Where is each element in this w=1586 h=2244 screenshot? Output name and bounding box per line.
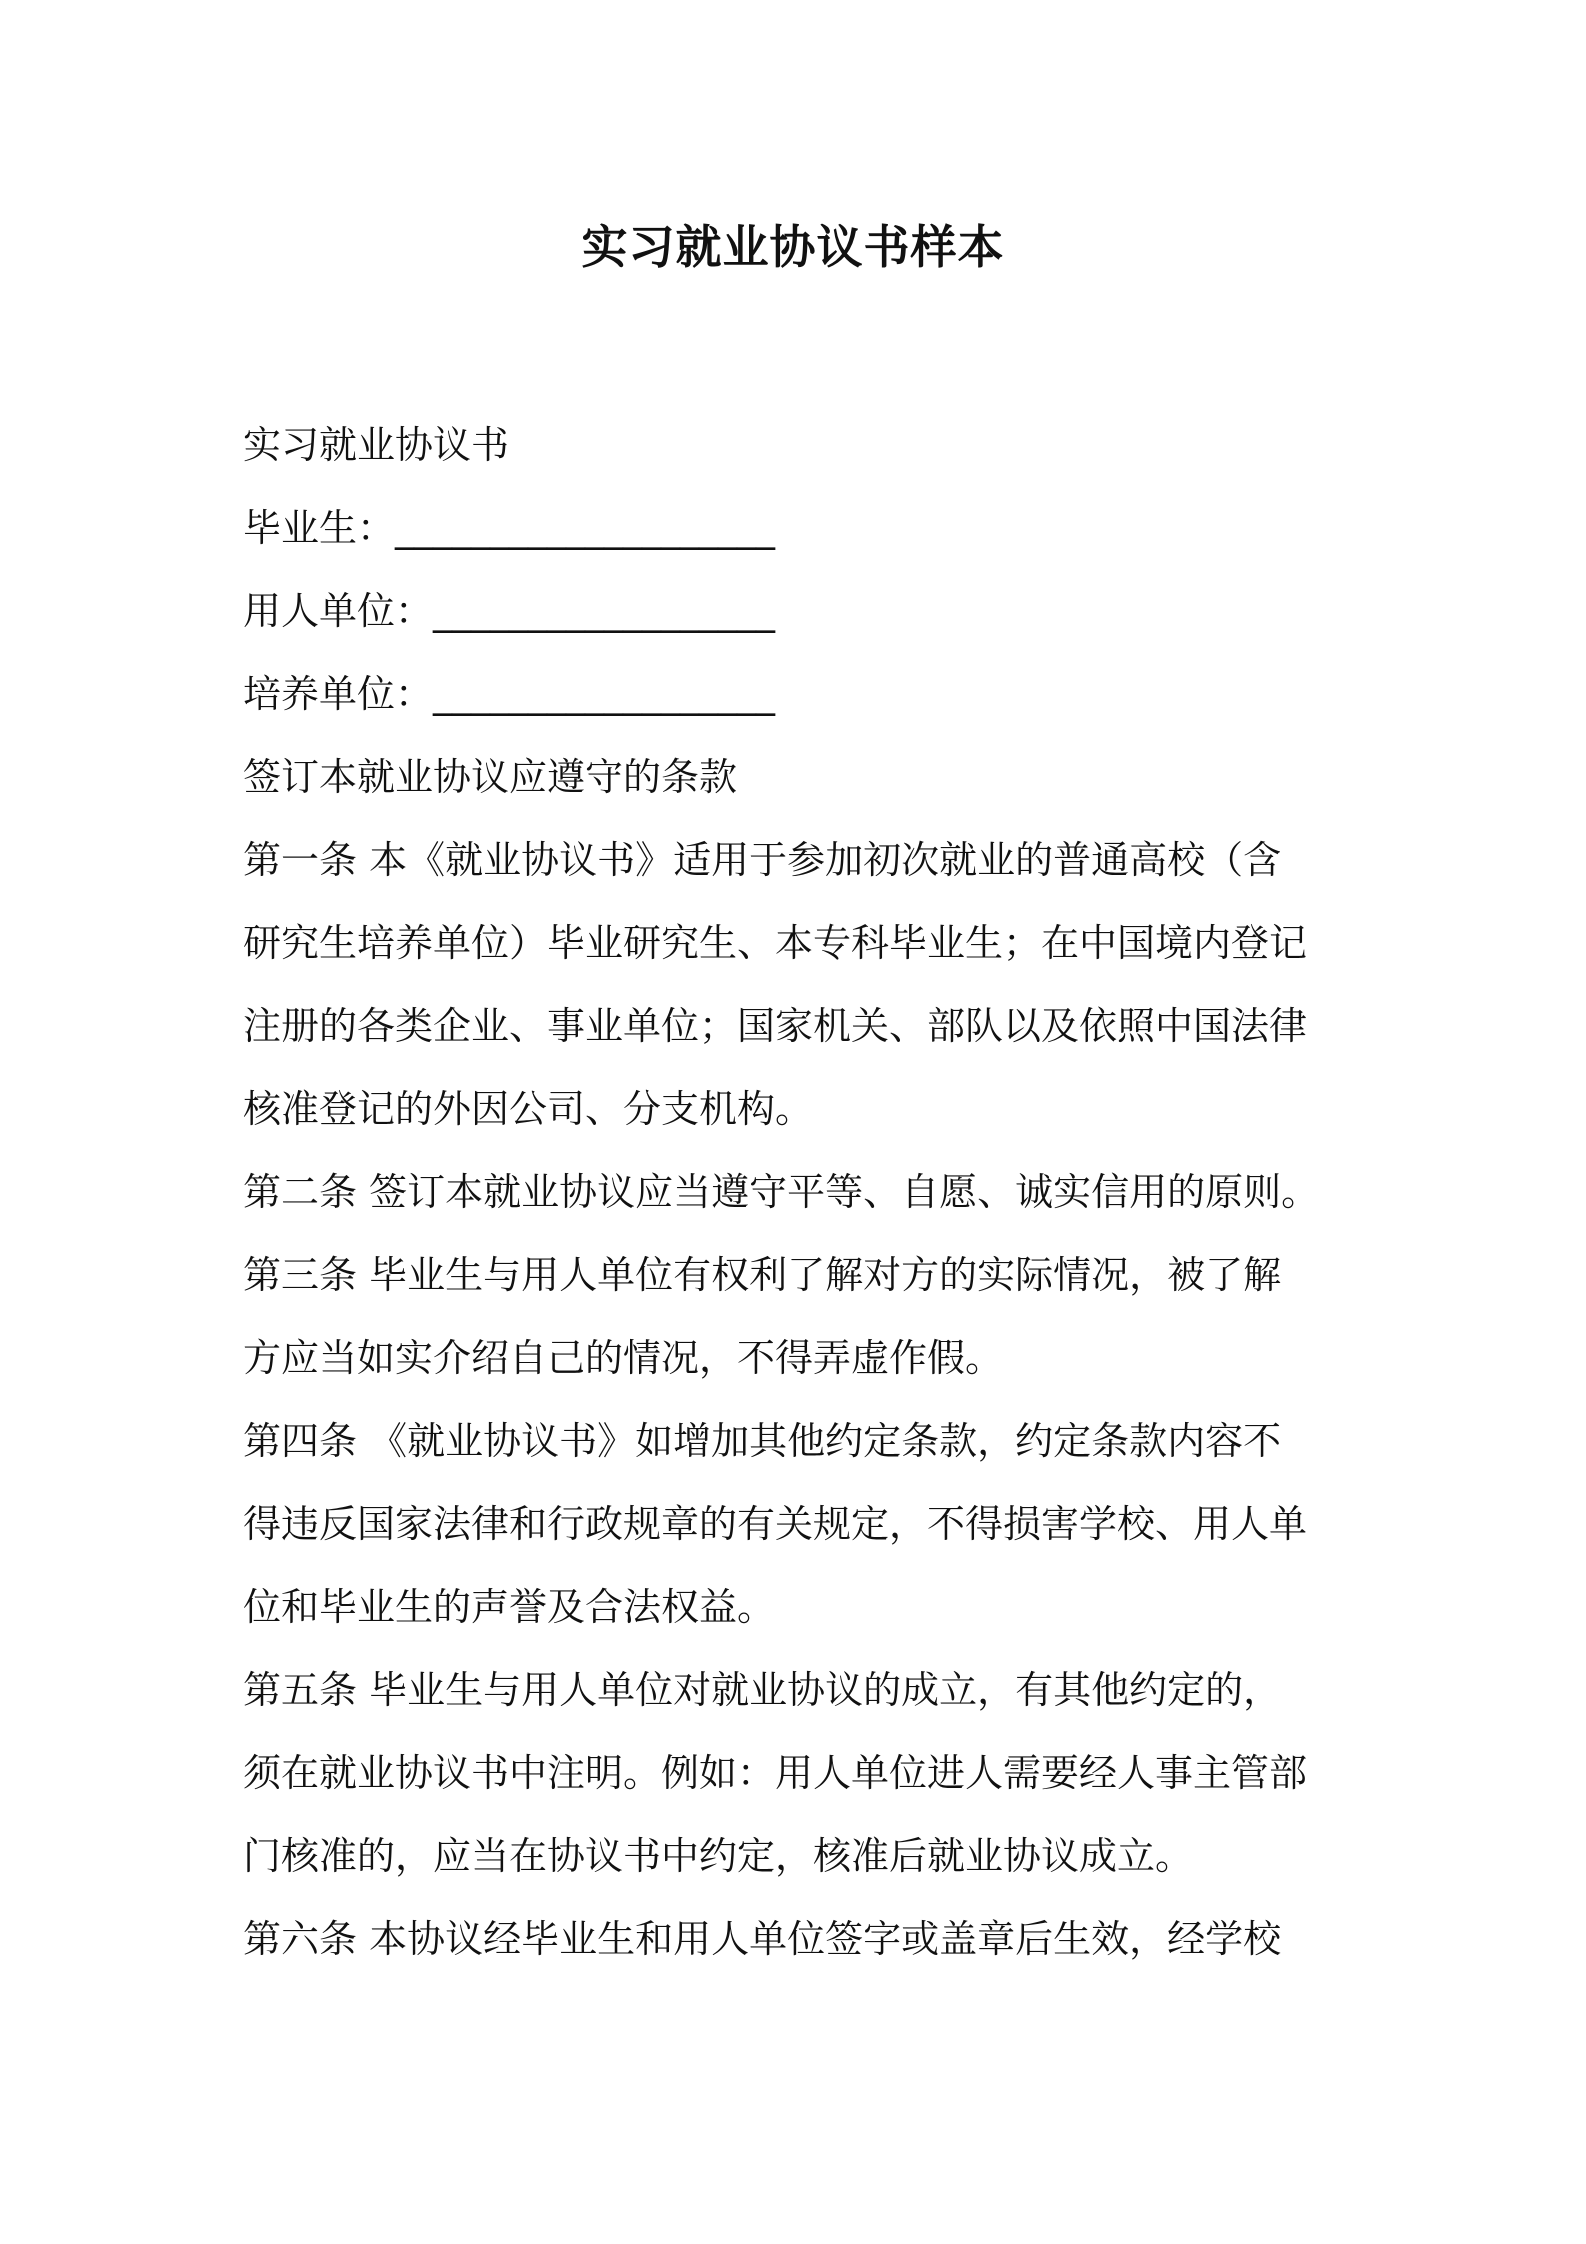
document-title: 实习就业协议书样本 (581, 220, 1005, 274)
article-1-line-4: 核准登记的外因公司、分支机构。 (243, 1087, 814, 1131)
article-1-line-3: 注册的各类企业、事业单位；国家机关、部队以及依照中国法律 (243, 1004, 1308, 1048)
article-1-line-1: 第一条 本《就业协议书》适用于参加初次就业的普通高校（含 (243, 838, 1282, 882)
article-5-line-1: 第五条 毕业生与用人单位对就业协议的成立，有其他约定的， (243, 1668, 1282, 1712)
employer-field: 用人单位：__________________ (243, 589, 776, 633)
article-3-line-1: 第三条 毕业生与用人单位有权利了解对方的实际情况，被了解 (243, 1253, 1282, 1297)
agreement-heading: 实习就业协议书 (243, 423, 510, 467)
training-unit-field: 培养单位：__________________ (243, 672, 776, 716)
graduate-field: 毕业生：____________________ (243, 506, 776, 550)
article-4-line-2: 得违反国家法律和行政规章的有关规定，不得损害学校、用人单 (243, 1502, 1308, 1546)
document-body (243, 404, 1373, 1981)
article-1-line-2: 研究生培养单位）毕业研究生、本专科毕业生；在中国境内登记 (243, 921, 1308, 965)
article-3-line-2: 方应当如实介绍自己的情况，不得弄虚作假。 (243, 1336, 1004, 1380)
article-5-line-3: 门核准的，应当在协议书中约定，核准后就业协议成立。 (243, 1834, 1194, 1878)
article-6-line-1: 第六条 本协议经毕业生和用人单位签字或盖章后生效，经学校 (243, 1917, 1282, 1961)
article-5-line-2: 须在就业协议书中注明。例如：用人单位进人需要经人事主管部 (243, 1751, 1308, 1795)
article-4-line-3: 位和毕业生的声誉及合法权益。 (243, 1585, 776, 1629)
article-4-line-1: 第四条 《就业协议书》如增加其他约定条款，约定条款内容不 (243, 1419, 1282, 1463)
article-2-line-1: 第二条 签订本就业协议应当遵守平等、自愿、诚实信用的原则。 (243, 1170, 1320, 1214)
terms-heading: 签订本就业协议应遵守的条款 (243, 755, 738, 799)
